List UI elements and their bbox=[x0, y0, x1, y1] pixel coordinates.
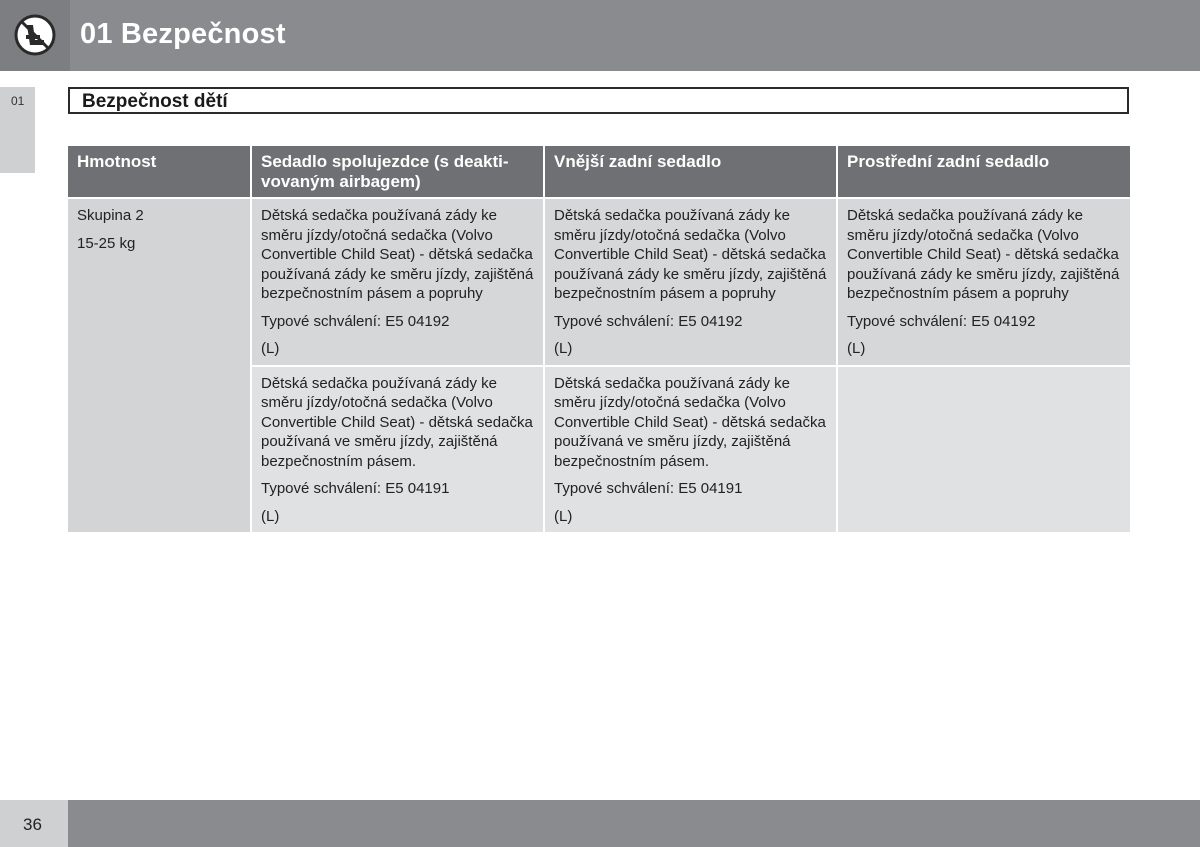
page-number: 36 bbox=[23, 815, 42, 834]
chapter-icon-box bbox=[0, 0, 70, 71]
chapter-title: 01 Bezpečnost bbox=[80, 18, 286, 50]
group-name: Skupina 2 bbox=[77, 207, 144, 224]
cell-approval: Typové schválení: E5 04192 bbox=[261, 312, 450, 330]
weight-group-cell bbox=[68, 199, 250, 532]
child-seat-table bbox=[66, 144, 1132, 534]
cell-category: (L) bbox=[847, 340, 866, 357]
cell-description: Dětská sedačka používaná zády ke směru jízdy/otočná sedačka (Volvo Convertible Child Seat) - dětská sedačka používaná zády ke směru jízdy, zajištěná bezpečnostním pásem a popruhy bbox=[261, 207, 534, 302]
cell-category: (L) bbox=[554, 340, 573, 357]
header-middle-rear-seat: Prostřední zadní sedadlo bbox=[838, 146, 1130, 197]
cell-outer-rear-seat bbox=[545, 367, 836, 533]
cell-middle-rear-seat bbox=[838, 199, 1130, 365]
cell-outer-rear-seat bbox=[545, 199, 836, 365]
table-header-row bbox=[68, 146, 1130, 197]
chapter-side-tab-label: 01 bbox=[11, 94, 25, 108]
cell-category: (L) bbox=[261, 340, 280, 357]
cell-category: (L) bbox=[261, 507, 280, 525]
footer-bar bbox=[0, 800, 1200, 847]
cell-category: (L) bbox=[554, 507, 573, 525]
cell-middle-rear-seat-empty bbox=[838, 367, 1130, 533]
child-seat-airbag-warning-icon bbox=[13, 13, 57, 57]
cell-approval: Typové schválení: E5 04192 bbox=[554, 312, 743, 330]
header-passenger-seat: Sedadlo spolujezdce (s deakti-vovaným airbagem) bbox=[252, 146, 543, 197]
cell-approval: Typové schválení: E5 04191 bbox=[261, 480, 450, 497]
cell-description: Dětská sedačka používaná zády ke směru jízdy/otočná sedačka (Volvo Convertible Child Seat) - dětská sedačka používaná ve směru jízdy, zajištěná bezpečnostním pásem. bbox=[554, 374, 826, 470]
header-outer-rear-seat: Vnější zadní sedadlo bbox=[545, 146, 836, 197]
cell-description: Dětská sedačka používaná zády ke směru jízdy/otočná sedačka (Volvo Convertible Child Seat) - dětská sedačka používaná zády ke směru jízdy, zajištěná bezpečnostním pásem a popruhy bbox=[847, 207, 1120, 302]
section-title: Bezpečnost dětí bbox=[82, 91, 228, 112]
group-weight: 15-25 kg bbox=[77, 234, 136, 252]
cell-approval: Typové schválení: E5 04192 bbox=[847, 312, 1036, 330]
cell-approval: Typové schválení: E5 04191 bbox=[554, 480, 743, 497]
cell-description: Dětská sedačka používaná zády ke směru jízdy/otočná sedačka (Volvo Convertible Child Seat) - dětská sedačka používaná zády ke směru jízdy, zajištěná bezpečnostním pásem a popruhy bbox=[554, 207, 827, 302]
header-weight: Hmotnost bbox=[68, 146, 250, 197]
cell-passenger-seat bbox=[252, 367, 543, 533]
cell-description: Dětská sedačka používaná zády ke směru jízdy/otočná sedačka (Volvo Convertible Child Seat) - dětská sedačka používaná ve směru jízdy, zajištěná bezpečnostním pásem. bbox=[261, 374, 533, 470]
cell-passenger-seat bbox=[252, 199, 543, 365]
table-row bbox=[68, 199, 1130, 365]
section-title-box bbox=[68, 87, 1129, 114]
